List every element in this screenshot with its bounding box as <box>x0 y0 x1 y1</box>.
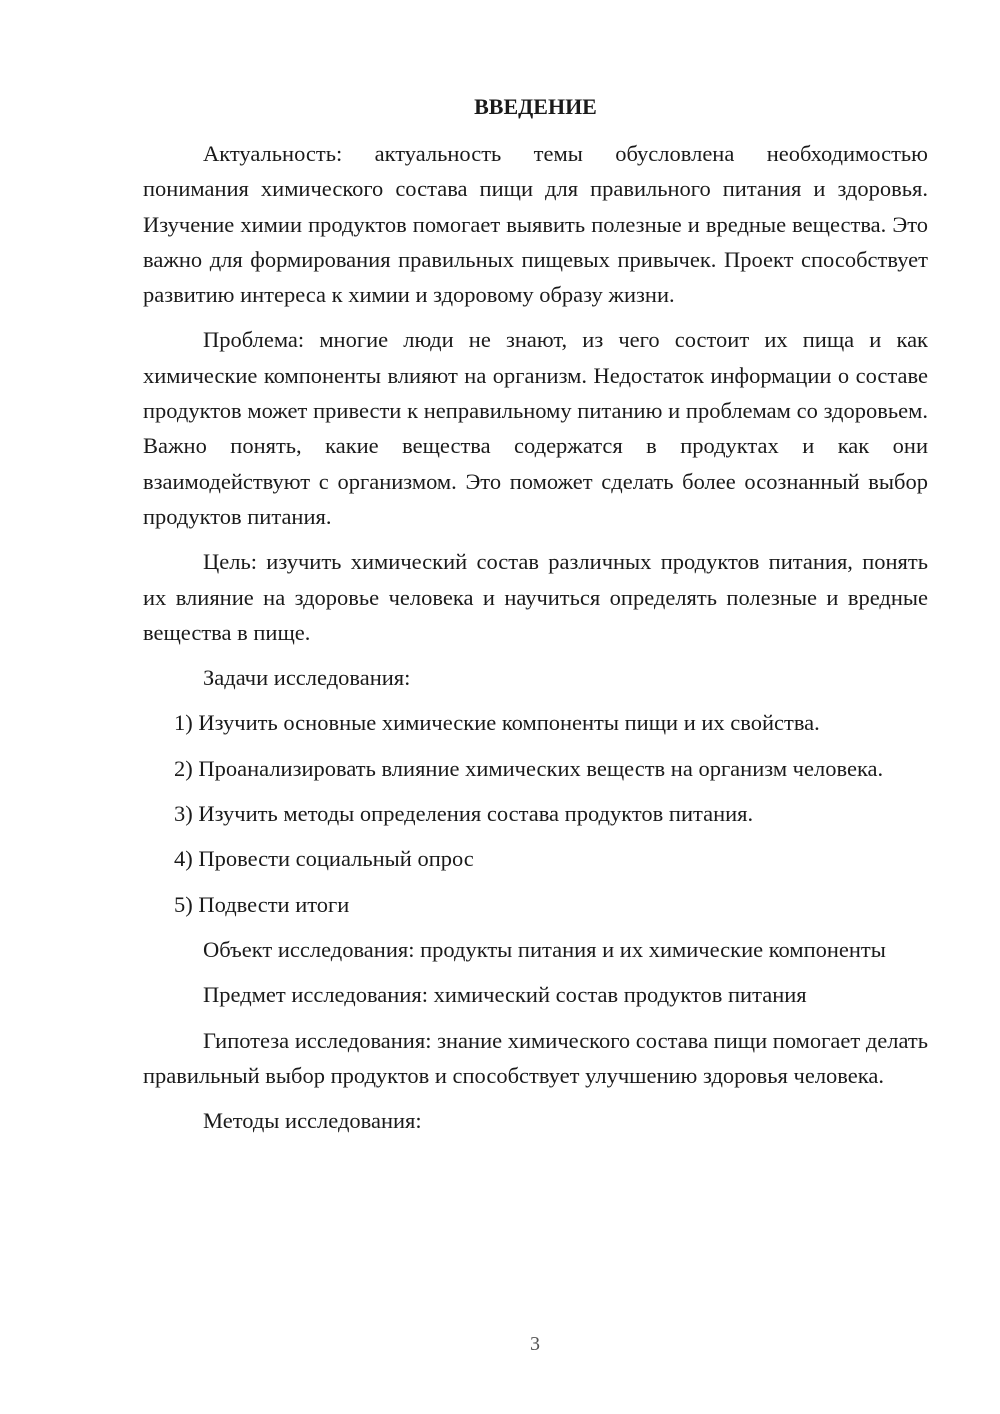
section-title: ВВЕДЕНИЕ <box>474 94 597 119</box>
task-item-1: 1) Изучить основные химические компоненты пищи и их свойства. <box>174 710 820 736</box>
document-page <box>143 92 928 1138</box>
methods-heading: Методы исследования: <box>203 1108 422 1134</box>
goal-paragraph: Цель: изучить химический состав различных продуктов питания, понять их влияние на здоровье человека и научиться определять полезные и вредные вещества в пище. <box>143 549 928 645</box>
hypothesis-paragraph: Гипотеза исследования: знание химического состава пищи помогает делать правильный выбор продуктов и способствует улучшению здоровья человека. <box>143 1027 928 1088</box>
object-paragraph: Объект исследования: продукты питания и их химические компоненты <box>203 936 886 962</box>
subject-paragraph: Предмет исследования: химический состав продуктов питания <box>203 982 807 1008</box>
page-number: 3 <box>530 1333 540 1355</box>
task-item-2: 2) Проанализировать влияние химических веществ на организм человека. <box>174 755 884 781</box>
task-item-4: 4) Провести социальный опрос <box>174 846 474 872</box>
relevance-paragraph: Актуальность: актуальность темы обусловлена необходимостью понимания химического состава пищи для правильного питания и здоровья. Изучение химии продуктов помогает выявить полезные и вредные вещества. Это важно для формирования правильных пищевых привычек. Проект способствует развитию интереса к химии и здоровому образу жизни. <box>143 141 928 308</box>
task-item-3: 3) Изучить методы определения состава продуктов питания. <box>174 801 754 827</box>
tasks-heading: Задачи исследования: <box>203 665 411 691</box>
task-item-5: 5) Подвести итоги <box>174 891 350 917</box>
problem-paragraph: Проблема: многие люди не знают, из чего состоит их пища и как химические компоненты влияют на организм. Недостаток информации о составе продуктов может привести к неправильному питанию и проблемам со здоровьем. Важно понять, какие вещества содержатся в продуктах и как они взаимодействуют с организмом. Это поможет сделать более осознанный выбор продуктов питания. <box>143 327 928 529</box>
